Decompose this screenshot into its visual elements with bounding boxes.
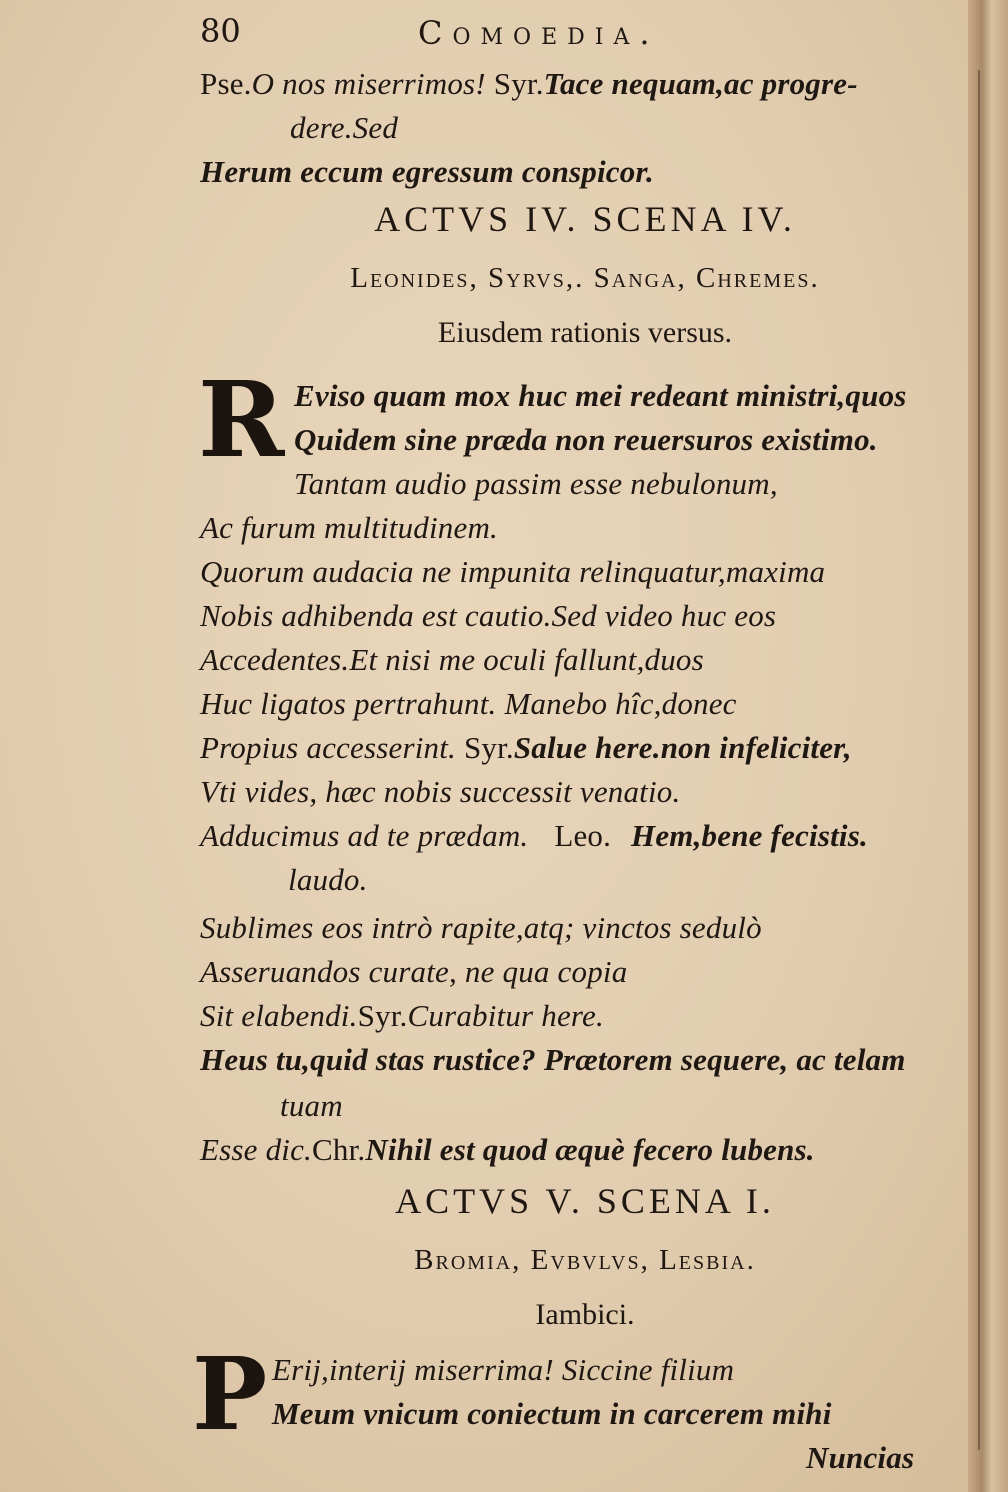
verse-text: O nos miserrimos! [251,66,494,101]
meter-note: Iambici. [535,1298,635,1331]
verse-text: Asseruandos curate, ne qua copia [200,954,628,989]
verse-line [200,910,762,946]
verse-text: Nihil est quod æquè fecero lubens. [365,1132,815,1167]
cast-list: Leonides, Syrvs,. Sanga, Chremes. [350,262,820,294]
verse-line [294,378,907,414]
speaker-label: Syr. [463,730,514,765]
page-header [200,12,800,56]
verse-text: Salue here.non infeliciter, [513,730,852,765]
verse-text: Huc ligatos pertrahunt. Manebo hîc,donec [200,686,737,721]
act-heading: ACTVS V. SCENA I. [395,1181,775,1221]
verse-line [290,110,398,146]
verse-line [200,998,604,1034]
verse-text: Sit elabendi. [200,998,358,1033]
verse-line [200,774,680,810]
verse-line [200,1042,906,1078]
cast-list: Bromia, Evbvlvs, Lesbia. [414,1244,756,1276]
verse-text: Nobis adhibenda est cautio.Sed video huc eos [200,598,777,633]
verse-line [200,66,858,102]
verse-line [200,686,737,722]
verse-line [294,422,878,458]
verse-line [200,730,852,766]
verse-text: Curabitur here. [407,998,604,1033]
verse-text: Sublimes eos intrò rapite,atq; vinctos sedulò [200,910,762,945]
verse-line [272,1352,734,1388]
drop-cap-initial: R [198,358,285,481]
page-number: 80 [200,12,241,50]
meter-note: Eiusdem rationis versus. [437,316,733,349]
page-gutter [968,0,1008,1492]
verse-text: Esse dic. [200,1132,312,1167]
verse-text: Heus tu,quid stas rustice? Prætorem sequere, ac telam [200,1042,906,1077]
drop-cap-initial: P [192,1335,268,1453]
speaker-label: Syr. [357,998,408,1033]
verse-text: Propius accesserint. [200,730,456,765]
verse-text: Ac furum multitudinem. [200,510,499,545]
speaker-label: Chr. [312,1132,366,1167]
verse-line [200,1132,815,1168]
verse-text: tuam [280,1088,343,1123]
verse-line [280,1088,343,1124]
verse-line [200,954,627,990]
verse-text: Vti vides, hæc nobis successit venatio. [200,774,681,809]
verse-line [294,466,778,502]
verse-text: Hem,bene fecistis. [631,818,868,853]
verse-line [272,1396,832,1432]
verse-line [288,862,368,898]
verse-line [200,554,825,590]
verse-text: Tace nequam,ac progre- [543,66,858,101]
verse-text: Quorum audacia ne impunita relinquatur,maxima [200,554,826,589]
catchword [806,1440,914,1476]
verse-text: Meum vnicum coniectum in carcerem mihi [272,1396,832,1431]
speaker-label: Pse. [200,66,252,101]
verse-line [200,642,704,678]
verse-text: Accedentes.Et nisi me oculi fallunt,duos [200,642,704,677]
catchword-text: Nuncias [806,1440,915,1475]
verse-text: Herum eccum egressum conspicor. [200,154,654,189]
verse-text: Adducimus ad te prædam. [200,818,529,853]
verse-text: Quidem sine præda non reuersuros existimo. [294,422,878,457]
verse-line [200,154,654,190]
verse-line [200,818,868,854]
verse-text: Tantam audio passim esse nebulonum, [294,466,778,501]
verse-line [200,598,776,634]
verse-text: Erij,interij miserrima! Siccine filium [272,1352,735,1387]
speaker-label: Leo. [554,818,612,853]
speaker-label: Syr. [493,66,544,101]
verse-text: laudo. [288,862,368,897]
verse-line [200,510,498,546]
act-heading: ACTVS IV. SCENA IV. [374,199,796,239]
gutter-rule [978,70,980,1450]
running-head: Comoedia. [418,14,660,52]
verse-text: dere.Sed [290,110,399,145]
verse-text: Eviso quam mox huc mei redeant ministri,quos [294,378,907,413]
